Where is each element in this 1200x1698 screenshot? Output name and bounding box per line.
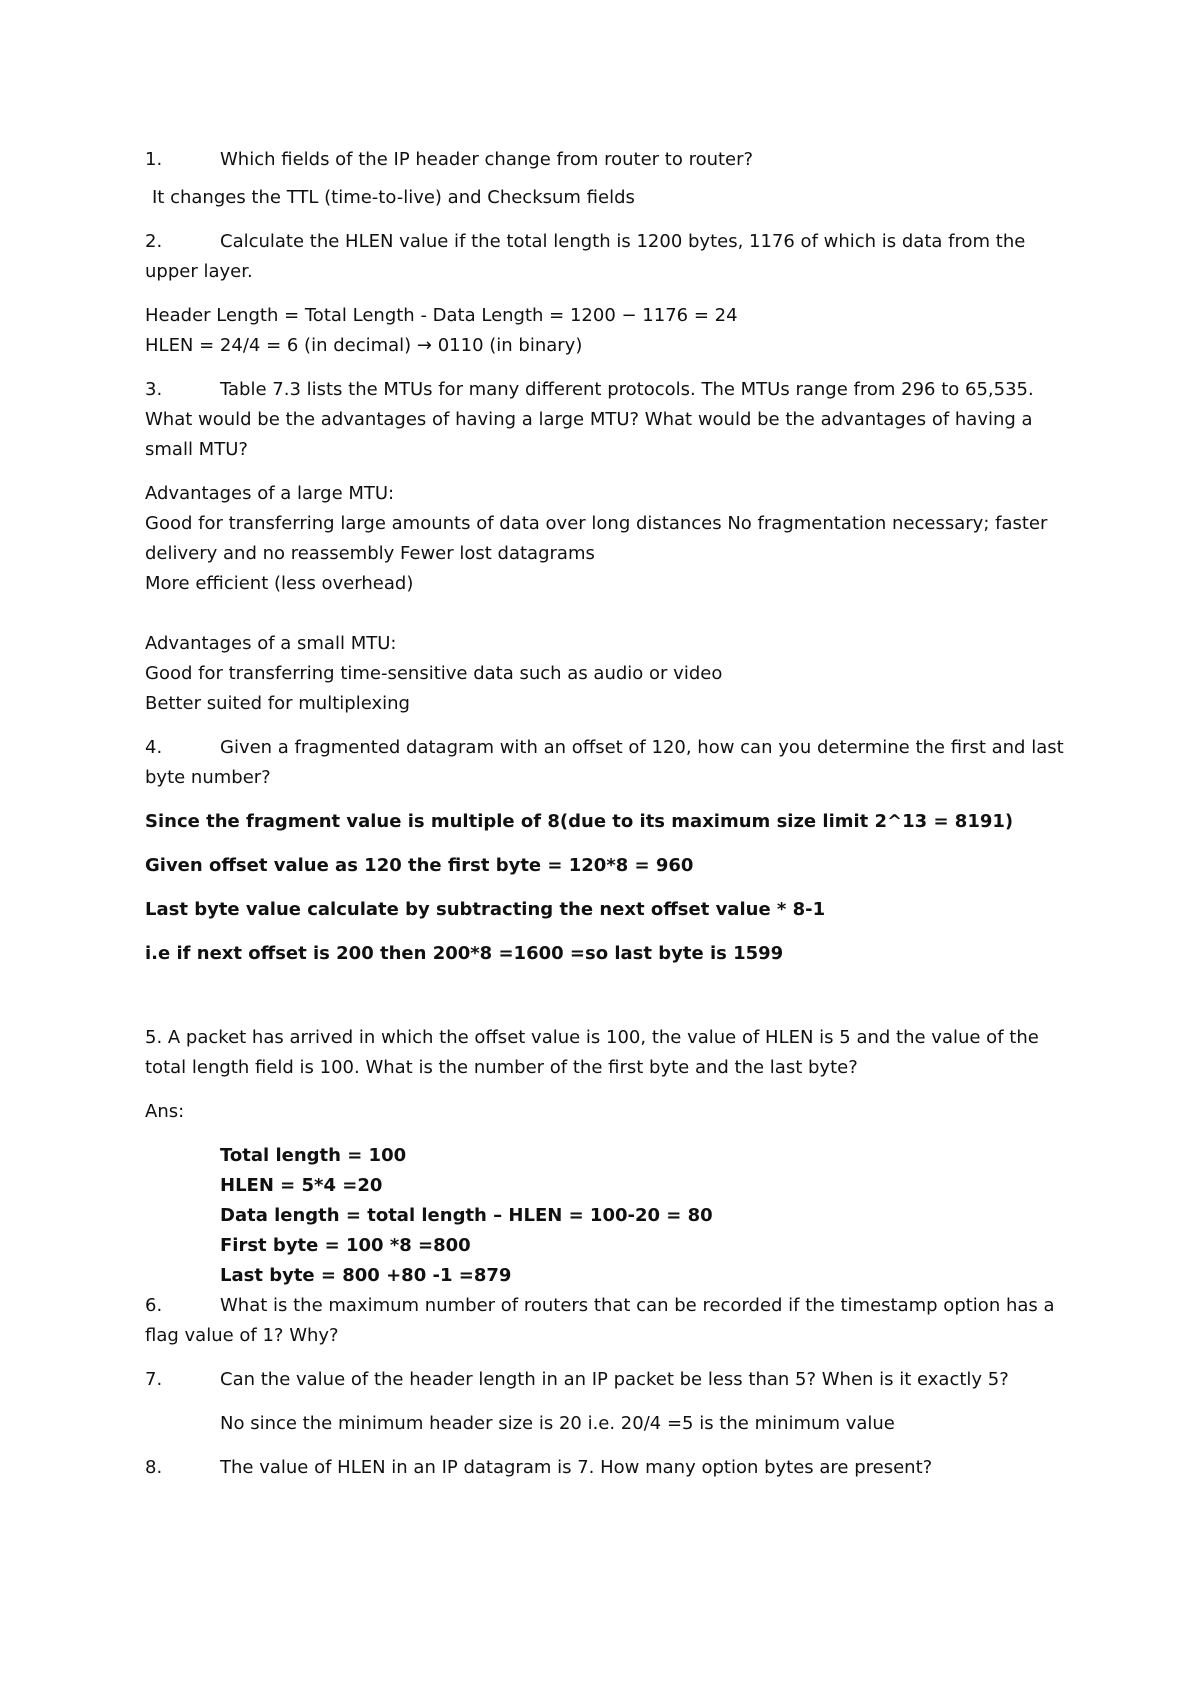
answer-4 xyxy=(145,807,1070,969)
question-8 xyxy=(145,1453,1070,1483)
small-mtu-line: Better suited for multiplexing xyxy=(145,693,410,714)
question-1 xyxy=(145,145,1070,175)
answer-3 xyxy=(145,479,1070,719)
question-text: Calculate the HLEN value if the total length is 1200 bytes, 1176 of which is data from the upper layer. xyxy=(145,231,1026,282)
question-number: 2. xyxy=(145,231,163,252)
answer-1: It changes the TTL (time-to-live) and Checksum fields xyxy=(152,187,635,208)
answer-line: First byte = 100 *8 =800 xyxy=(220,1235,471,1256)
question-6 xyxy=(145,1291,1070,1351)
spacer xyxy=(145,983,1070,1023)
answer-5 xyxy=(145,1141,1070,1291)
question-2 xyxy=(145,227,1070,287)
answer-line: Given offset value as 120 the first byte = 120*8 = 960 xyxy=(145,855,694,876)
question-number: 8. xyxy=(145,1457,163,1478)
small-mtu-heading: Advantages of a small MTU: xyxy=(145,633,397,654)
question-text: The value of HLEN in an IP datagram is 7. How many option bytes are present? xyxy=(220,1457,933,1478)
question-3 xyxy=(145,375,1070,465)
answer-line: Last byte = 800 +80 -1 =879 xyxy=(220,1265,512,1286)
large-mtu-heading: Advantages of a large MTU: xyxy=(145,483,395,504)
answer-line: Data length = total length – HLEN = 100-20 = 80 xyxy=(220,1205,713,1226)
document-content xyxy=(145,145,1070,1497)
question-number: 4. xyxy=(145,737,163,758)
question-text-cont: What would be the advantages of having a large MTU? What would be the advantages of having a small MTU? xyxy=(145,409,1033,460)
answer-7: No since the minimum header size is 20 i.e. 20/4 =5 is the minimum value xyxy=(220,1413,895,1434)
question-5: 5. A packet has arrived in which the offset value is 100, the value of HLEN is 5 and the value of the total length field is 100. What is the number of the first byte and the last byte? xyxy=(145,1027,1039,1078)
answer-label: Ans: xyxy=(145,1101,185,1122)
question-number: 1. xyxy=(145,149,163,170)
question-number: 3. xyxy=(145,379,163,400)
question-text: Which fields of the IP header change from router to router? xyxy=(220,149,754,170)
answer-line: Total length = 100 xyxy=(220,1145,407,1166)
question-text: Given a fragmented datagram with an offset of 120, how can you determine the first and last byte number? xyxy=(145,737,1064,788)
question-text: Can the value of the header length in an IP packet be less than 5? When is it exactly 5? xyxy=(220,1369,1009,1390)
answer-line: i.e if next offset is 200 then 200*8 =1600 =so last byte is 1599 xyxy=(145,943,784,964)
question-text: Table 7.3 lists the MTUs for many different protocols. The MTUs range from 296 to 65,535. xyxy=(220,379,1034,400)
large-mtu-line: More efficient (less overhead) xyxy=(145,573,414,594)
question-4 xyxy=(145,733,1070,793)
question-7 xyxy=(145,1365,1070,1395)
answer-line: Since the fragment value is multiple of 8(due to its maximum size limit 2^13 = 8191) xyxy=(145,811,1014,832)
answer-line: Last byte value calculate by subtracting the next offset value * 8-1 xyxy=(145,899,826,920)
question-text: What is the maximum number of routers that can be recorded if the timestamp option has a flag value of 1? Why? xyxy=(145,1295,1055,1346)
answer-line: Header Length = Total Length - Data Length = 1200 − 1176 = 24 xyxy=(145,305,738,326)
answer-line: HLEN = 5*4 =20 xyxy=(220,1175,383,1196)
answer-line: HLEN = 24/4 = 6 (in decimal) → 0110 (in binary) xyxy=(145,335,583,356)
spacer xyxy=(145,599,1070,629)
question-number: 7. xyxy=(145,1369,163,1390)
small-mtu-line: Good for transferring time-sensitive data such as audio or video xyxy=(145,663,723,684)
question-number: 6. xyxy=(145,1295,163,1316)
large-mtu-line: Good for transferring large amounts of data over long distances No fragmentation necessary; faster delivery and no reassembly Fewer lost datagrams xyxy=(145,513,1048,564)
answer-2 xyxy=(145,301,1070,361)
